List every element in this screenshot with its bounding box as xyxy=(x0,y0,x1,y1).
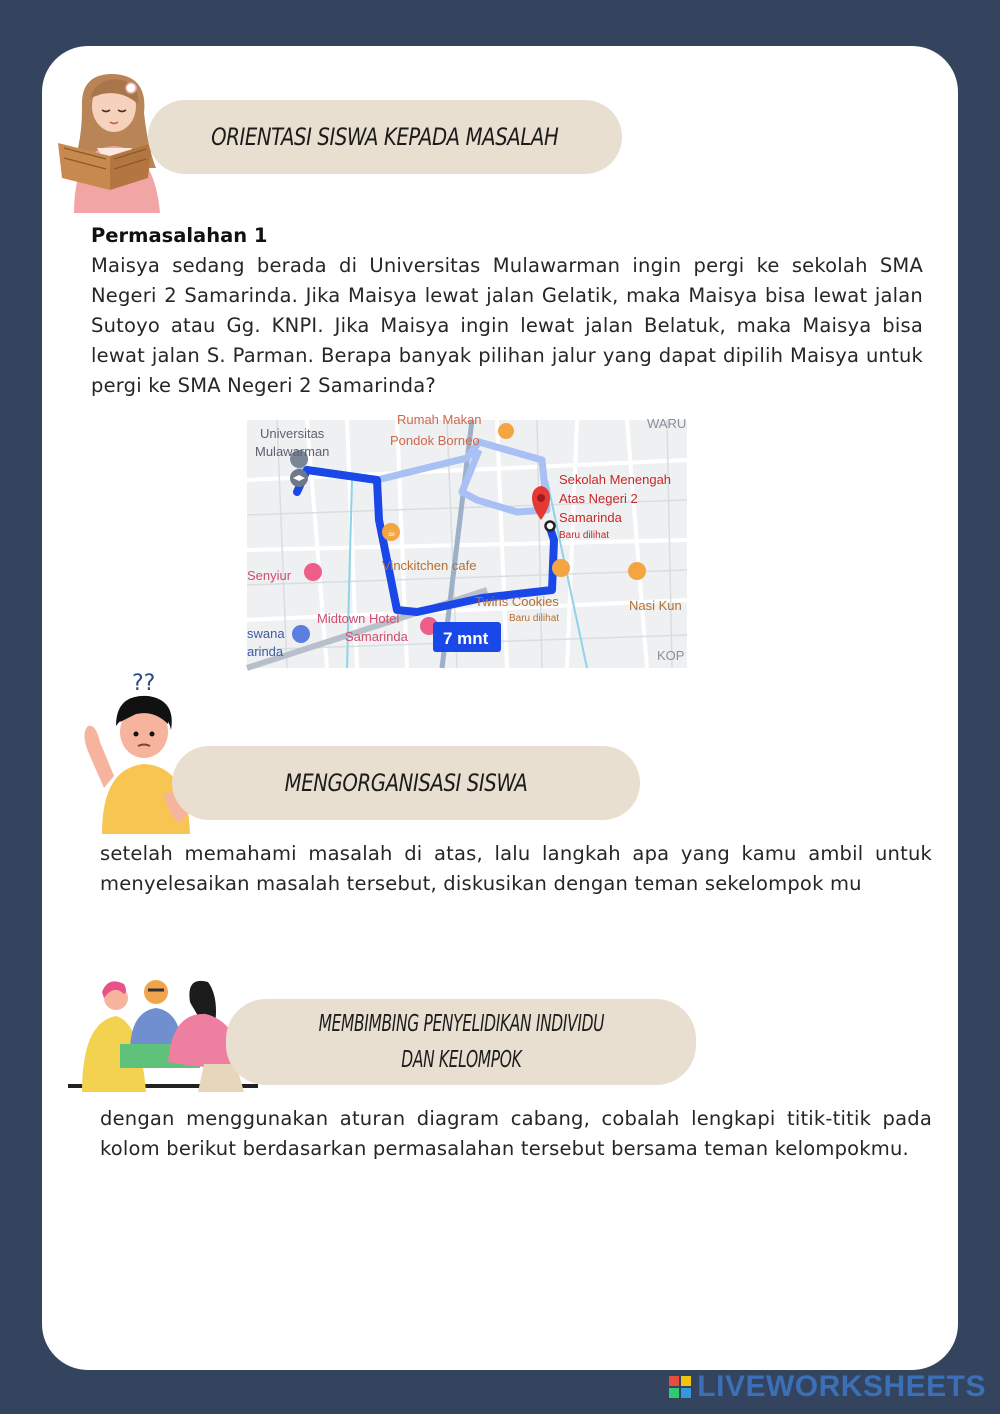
main-route xyxy=(297,470,554,612)
map-label-vinckitchen: Vinckitchen cafe xyxy=(382,558,477,573)
map-label-twins: Twins Cookies xyxy=(475,594,559,609)
confused-boy-illustration xyxy=(76,664,196,834)
route-map xyxy=(247,412,687,668)
map-label-swana-2: arinda xyxy=(247,644,284,659)
map-label-nasi: Nasi Kun xyxy=(629,598,682,613)
section-heading-organisasi xyxy=(172,746,640,820)
membimbing-heading-line1: MEMBIMBING PENYELIDIKAN INDIVIDU xyxy=(318,1011,604,1037)
map-label-origin-2: Mulawarman xyxy=(255,444,330,459)
brand-name: LIVEWORKSHEETS xyxy=(697,1370,986,1403)
map-label-dest-1: Sekolah Menengah xyxy=(559,472,672,487)
svg-text:☕: ☕ xyxy=(387,528,396,539)
section-heading-orientasi xyxy=(148,100,622,174)
section-heading-membimbing xyxy=(226,999,696,1085)
membimbing-text: dengan menggunakan aturan diagram cabang, cobalah lengkapi titik-titik pada kolom berikut berdasarkan permasalahan tersebut bersama teman kelompokmu. xyxy=(100,1107,932,1160)
map-label-swana-1: swana xyxy=(247,626,285,641)
map-label-twins-sub: Baru dilihat xyxy=(509,613,560,624)
organisasi-heading-text: MENGORGANISASI SISWA xyxy=(284,769,528,797)
map-label-dest-sub: Baru dilihat xyxy=(559,530,610,541)
route-duration: 7 mnt xyxy=(443,629,489,648)
map-label-midtown-1: Midtown Hotel xyxy=(317,611,400,626)
question-marks: ?? xyxy=(132,671,156,696)
orientasi-heading-text: ORIENTASI SISWA KEPADA MASALAH xyxy=(211,123,559,151)
map-label-waru: WARU xyxy=(647,416,687,431)
map-label-senyiur: Senyiur xyxy=(247,568,292,583)
map-label-pondok: Pondok Borneo xyxy=(390,433,480,448)
map-label-origin-1: Universitas xyxy=(260,426,325,441)
map-label-dest-3: Samarinda xyxy=(559,510,622,525)
problem-text: Maisya sedang berada di Universitas Mulawarman ingin pergi ke sekolah SMA Negeri 2 Samarinda. Jika Maisya lewat jalan Gelatik, maka Maisya bisa lewat jalan Sutoyo atau Gg. KNPI. Jika Maisya ingin lewat jalan Belatuk, maka Maisya bisa lewat jalan S. Parman. Berapa banyak pilihan jalur yang dapat dipilih Maisya untuk pergi ke SMA Negeri 2 Samarinda? xyxy=(91,254,923,397)
liveworksheets-logo xyxy=(669,1370,986,1404)
membimbing-heading-line2: DAN KELOMPOK xyxy=(400,1047,522,1073)
liveworksheets-logo-icon xyxy=(669,1376,691,1398)
map-label-kop: KOP xyxy=(657,648,685,663)
problem-title: Permasalahan 1 xyxy=(91,224,268,247)
organisasi-text: setelah memahami masalah di atas, lalu langkah apa yang kamu ambil untuk menyelesaikan masalah tersebut, diskusikan dengan teman sekelompok mu xyxy=(100,842,932,895)
map-label-rumah-makan: Rumah Makan xyxy=(397,412,482,427)
map-label-midtown-2: Samarinda xyxy=(345,629,408,644)
map-label-dest-2: Atas Negeri 2 xyxy=(559,491,638,506)
